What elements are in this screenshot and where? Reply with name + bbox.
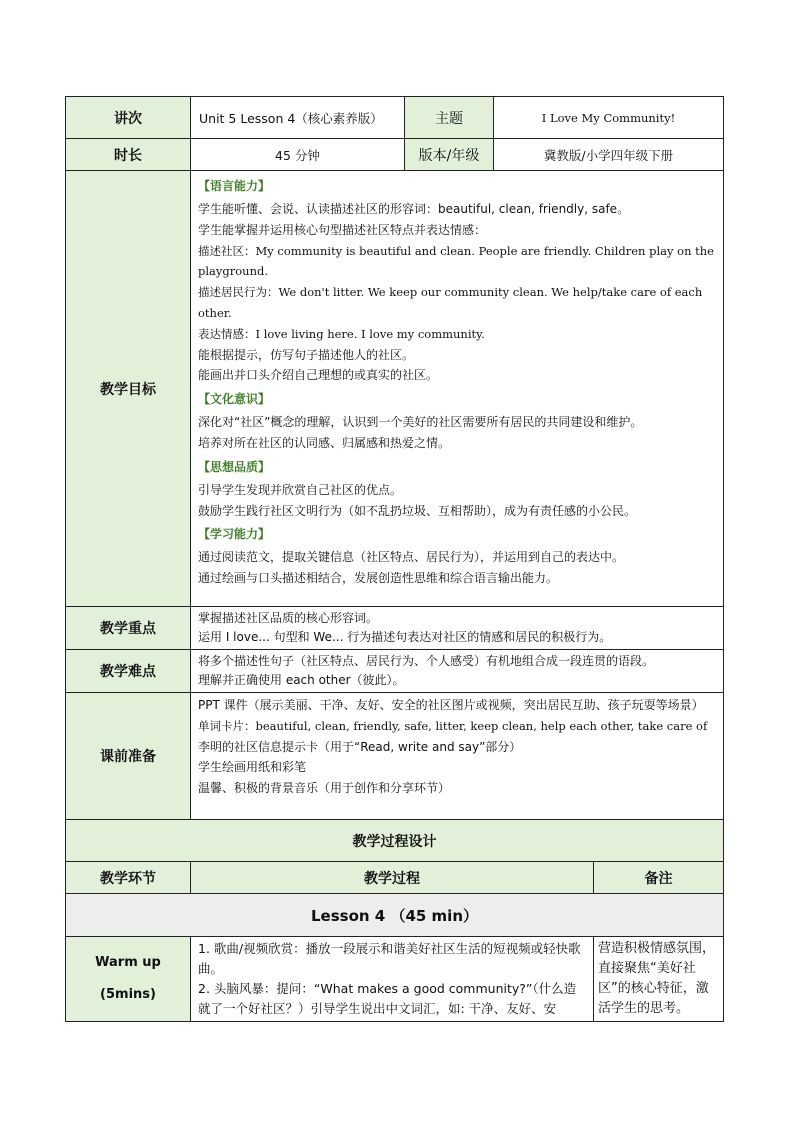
warm-up-label: Warm up [95,955,161,970]
preparation-label: 课前准备 [66,693,191,820]
preparation-line: 温馨、积极的背景音乐（用于创作和分享环节） [198,781,451,796]
objectives-content [191,171,724,607]
objective-line: 深化对“社区”概念的理解，认识到一个美好的社区需要所有居民的共同建设和维护。 [198,415,643,430]
difficulties-label: 教学难点 [66,650,191,693]
objective-line: 引导学生发现并欣赏自己社区的优点。 [198,482,403,497]
objective-line: 能根据提示，仿写句子描述他人的社区。 [198,347,415,362]
lesson-plan-page [65,96,723,1022]
stage-column-header: 教学环节 [66,862,191,894]
key-point-line: 掌握描述社区品质的核心形容词。 [198,611,379,625]
row-lecture [66,97,724,139]
warm-up-stage [66,937,191,1022]
row-lesson-title [66,894,724,937]
lesson-title: Lesson 4 （45 min） [66,894,724,937]
preparation-line: 李明的社区信息提示卡（用于“Read, write and say”部分） [198,739,522,754]
preparation-content [191,693,724,820]
preparation-line: PPT 课件（展示美丽、干净、友好、安全的社区图片或视频，突出居民互助、孩子玩耍等场景） [198,698,704,712]
objective-line: 通过绘画与口头描述相结合，发展创造性思维和综合语言输出能力。 [198,571,559,586]
warm-up-step: 2. 头脑风暴：提问：“What makes a good community?”（什么造就了一个好社区？）引导学生说出中文词汇，如: 干净、友好、安 [198,981,577,1016]
process-column-header: 教学过程 [191,862,594,894]
difficulties-content [191,650,724,693]
objective-line: 通过阅读范文，提取关键信息（社区特点、居民行为），并运用到自己的表达中。 [198,550,625,565]
objective-line: 学生能听懂、会说、认读描述社区的形容词：beautiful, clean, friendly, safe。 [198,202,630,216]
duration-value: 45 分钟 [191,139,405,171]
note-column-header: 备注 [594,862,724,894]
edition-label: 版本/年级 [405,139,494,171]
warm-up-process [191,937,594,1022]
objective-line: 学生能掌握并运用核心句型描述社区特点并表达情感： [198,222,487,237]
topic-value: I Love My Community! [494,97,724,139]
process-design-title: 教学过程设计 [66,820,724,862]
difficulty-line: 理解并正确使用 each other（彼此）。 [198,673,405,687]
key-points-label: 教学重点 [66,607,191,650]
duration-label: 时长 [66,139,191,171]
lecture-label: 讲次 [66,97,191,139]
topic-label: 主题 [405,97,494,139]
lesson-plan-table [65,96,724,1022]
objectives-label: 教学目标 [66,171,191,607]
row-process-header [66,862,724,894]
row-difficulties [66,650,724,693]
learning-ability-heading: 【学习能力】 [198,527,271,542]
preparation-line: 学生绘画用纸和彩笔 [198,760,307,775]
thinking-quality-heading: 【思想品质】 [198,459,271,474]
lecture-value: Unit 5 Lesson 4（核心素养版） [191,97,405,139]
preparation-line: 单词卡片：beautiful, clean, friendly, safe, litter, keep clean, help each other, take care of [198,718,708,733]
key-points-content [191,607,724,650]
cultural-awareness-heading: 【文化意识】 [198,392,271,407]
warm-up-time: (5mins) [100,987,156,1002]
row-process-title [66,820,724,862]
key-point-line: 运用 I love... 句型和 We... 行为描述句表达对社区的情感和居民的积极行为。 [198,630,612,644]
row-objectives [66,171,724,607]
objective-line: 鼓励学生践行社区文明行为（如不乱扔垃圾、互相帮助），成为有责任感的小公民。 [198,503,637,518]
warm-up-note: 营造积极情感氛围，直接聚焦“美好社区”的核心特征，激活学生的思考。 [594,937,724,1022]
row-key-points [66,607,724,650]
objective-line: 描述居民行为：We don't litter. We keep our community clean. We help/take care of each other. [198,285,703,320]
difficulty-line: 将多个描述性句子（社区特点、居民行为、个人感受）有机地组合成一段连贯的语段。 [198,654,655,668]
edition-value: 冀教版/小学四年级下册 [494,139,724,171]
objective-line: 描述社区：My community is beautiful and clean. People are friendly. Children play on the playground. [198,243,714,279]
row-preparation [66,693,724,820]
warm-up-step: 1. 歌曲/视频欣赏：播放一段展示和谐美好社区生活的短视频或轻快歌曲。 [198,941,581,976]
row-duration [66,139,724,171]
objective-line: 能画出并口头介绍自己理想的或真实的社区。 [198,368,439,383]
language-ability-heading: 【语言能力】 [198,179,271,193]
objective-line: 培养对所在社区的认同感、归属感和热爱之情。 [198,435,451,450]
row-warm-up [66,937,724,1022]
objective-line: 表达情感：I love living here. I love my community. [198,326,485,341]
